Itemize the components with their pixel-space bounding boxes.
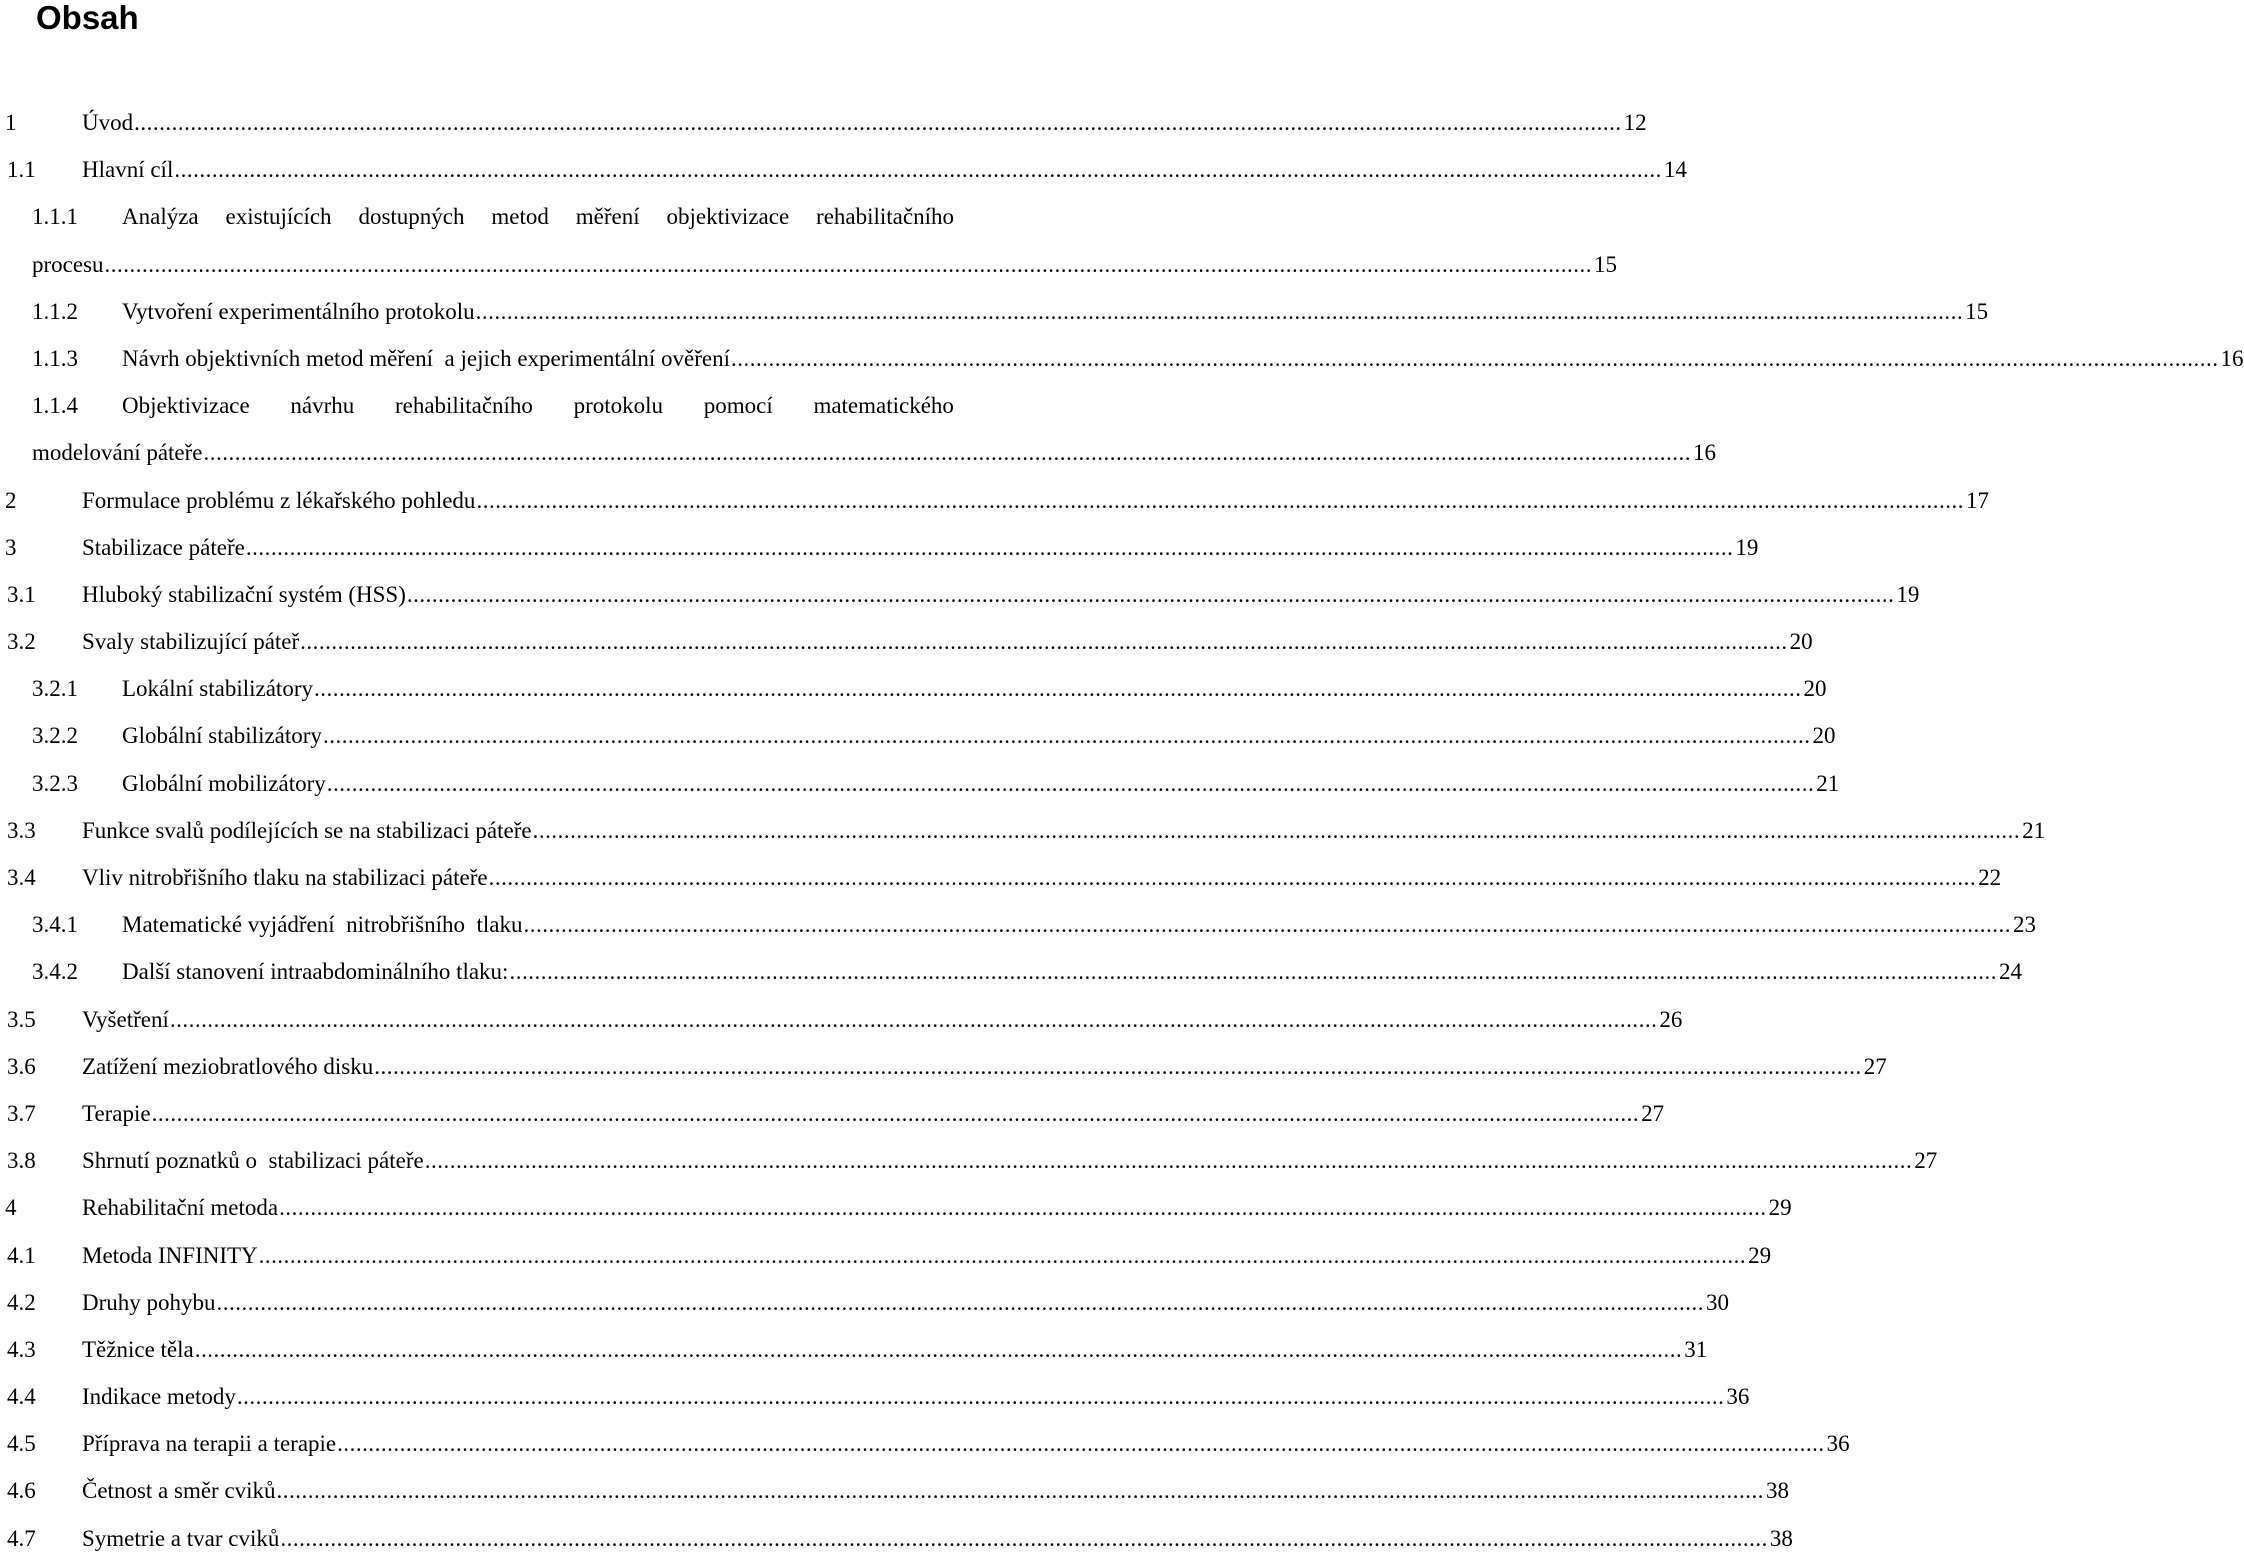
toc-entry[interactable] (0, 1232, 1772, 1279)
dot-leader: .............................................................................................................................................................................................................................................. (236, 1384, 1725, 1410)
title-word: Analýza (122, 204, 199, 230)
toc-entry[interactable] (0, 1326, 1708, 1373)
toc-entry[interactable] (0, 807, 2046, 854)
toc-entry[interactable] (0, 335, 2244, 382)
toc-entry[interactable] (0, 288, 1989, 335)
toc-entry-page: 20 (1789, 629, 1813, 655)
dot-leader: .............................................................................................................................................................................................................................................. (174, 157, 1662, 183)
dot-leader: .............................................................................................................................................................................................................................................. (731, 345, 2219, 371)
toc-entry-number: 1.1.4 (32, 393, 78, 419)
toc-entry-page: 36 (1826, 1431, 1850, 1457)
toc-entry-title: Vliv nitrobřišního tlaku na stabilizaci páteře (82, 865, 488, 891)
toc-entry-number: 3.5 (7, 1006, 36, 1032)
toc-entry-number: 4.5 (7, 1431, 36, 1457)
toc-entry-title: Symetrie a tvar cviků (82, 1525, 280, 1551)
dot-leader: .............................................................................................................................................................................................................................................. (203, 440, 1692, 466)
toc-entry-number: 3.1 (7, 581, 36, 607)
toc-entry-title: Terapie (82, 1100, 151, 1126)
toc-entry-title (122, 193, 954, 240)
toc-entry-page: 26 (1659, 1006, 1683, 1032)
dot-leader: .............................................................................................................................................................................................................................................. (406, 581, 1895, 607)
toc-entry-title: Vyšetření (82, 1006, 169, 1032)
toc-entry-page: 16 (1693, 440, 1717, 466)
toc-entry[interactable] (0, 901, 2036, 948)
toc-entry-number: 3.2 (7, 629, 36, 655)
toc-entry-page: 27 (1914, 1148, 1938, 1174)
toc-entry[interactable] (0, 854, 2002, 901)
title-word: dostupných (358, 204, 465, 230)
toc-entry-page: 36 (1726, 1384, 1750, 1410)
dot-leader: .............................................................................................................................................................................................................................................. (134, 110, 1622, 135)
toc-entry[interactable] (0, 665, 1827, 712)
toc-entry[interactable] (0, 571, 1920, 618)
dot-leader: .............................................................................................................................................................................................................................................. (104, 251, 1593, 277)
toc-entry-page: 19 (1735, 534, 1759, 560)
toc-entry-title: Stabilizace páteře (82, 534, 245, 560)
toc-entry[interactable] (0, 760, 1840, 807)
title-word: matematického (813, 393, 954, 419)
toc-entry-page: 38 (1769, 1525, 1793, 1551)
toc-entry-title: Četnost a směr cviků (82, 1478, 276, 1504)
toc-entry[interactable] (0, 99, 1647, 146)
toc-entry-title: Další stanovení intraabdominálního tlaku: (122, 959, 509, 985)
dot-leader: .............................................................................................................................................................................................................................................. (424, 1148, 1913, 1174)
dot-leader: .............................................................................................................................................................................................................................................. (532, 817, 2021, 843)
toc-entry-number: 4.6 (7, 1478, 36, 1504)
title-word: existujících (225, 204, 332, 230)
toc-entry-page: 23 (2012, 912, 2036, 938)
toc-entry[interactable] (0, 1090, 1665, 1137)
toc-entry-title: Vytvoření experimentálního protokolu (122, 298, 475, 324)
toc-entry-title-continuation: modelování páteře (32, 440, 203, 466)
toc-entry-title-continuation: procesu (32, 251, 104, 277)
toc-entry-page: 21 (2022, 817, 2046, 843)
title-word: pomocí (703, 393, 773, 419)
dot-leader: .............................................................................................................................................................................................................................................. (194, 1336, 1683, 1362)
toc-entry-page: 29 (1748, 1242, 1772, 1268)
toc-entry-page: 17 (1965, 487, 1989, 513)
toc-entry-number: 3 (5, 534, 17, 560)
toc-entry-title: Matematické vyjádření nitrobřišního tlaku (122, 912, 523, 938)
toc-entry-number: 4.4 (7, 1384, 36, 1410)
dot-leader: .............................................................................................................................................................................................................................................. (326, 770, 1815, 796)
toc-entry-title: Svaly stabilizující páteř (82, 629, 300, 655)
toc-entry-page: 15 (1965, 298, 1989, 324)
toc-entry-page: 27 (1641, 1100, 1665, 1126)
dot-leader: .............................................................................................................................................................................................................................................. (488, 865, 1977, 891)
dot-leader: .............................................................................................................................................................................................................................................. (476, 487, 1964, 513)
dot-leader: .............................................................................................................................................................................................................................................. (523, 912, 2011, 938)
toc-entry-number: 3.7 (7, 1100, 36, 1126)
toc-entry-number: 3.2.3 (32, 770, 78, 796)
toc-entry-page: 21 (1816, 770, 1840, 796)
title-word: rehabilitačního (394, 393, 533, 419)
toc-entry-title: Hluboký stabilizační systém (HSS) (82, 581, 406, 607)
toc-entry-number: 3.4 (7, 865, 36, 891)
toc-entry[interactable] (0, 948, 2022, 995)
toc-entry-number: 3.4.2 (32, 959, 78, 985)
toc-entry-page: 22 (1978, 865, 2002, 891)
toc-entry-page: 12 (1623, 110, 1647, 135)
title-word: návrhu (290, 393, 355, 419)
toc-entry[interactable] (0, 146, 1687, 193)
dot-leader: .............................................................................................................................................................................................................................................. (300, 629, 1788, 655)
toc-entry-number: 2 (5, 487, 17, 513)
toc-entry-page: 24 (1998, 959, 2022, 985)
dot-leader: .............................................................................................................................................................................................................................................. (475, 298, 1964, 324)
dot-leader: .............................................................................................................................................................................................................................................. (258, 1242, 1747, 1268)
toc-entry-page: 20 (1803, 676, 1827, 702)
toc-entry-title: Funkce svalů podílejících se na stabilizaci páteře (82, 817, 532, 843)
title-word: rehabilitačního (816, 204, 954, 230)
toc-entry[interactable] (0, 193, 1618, 287)
toc-entry-title: Shrnutí poznatků o stabilizaci páteře (82, 1148, 424, 1174)
toc-entry-number: 3.4.1 (32, 912, 78, 938)
toc-entry-number: 4 (5, 1195, 17, 1221)
toc-entry-title: Indikace metody (82, 1384, 236, 1410)
toc-entry-number: 3.6 (7, 1053, 36, 1079)
page-title: Obsah (36, 0, 139, 36)
toc-entry[interactable] (0, 1467, 1790, 1514)
toc-entry-title: Úvod (82, 110, 134, 135)
toc-entry-number: 4.7 (7, 1525, 36, 1551)
toc-entry[interactable] (0, 1279, 1730, 1326)
toc-entry-number: 1.1 (7, 157, 36, 183)
toc-entry-number: 4.3 (7, 1336, 36, 1362)
toc-entry-number: 4.1 (7, 1242, 36, 1268)
toc-entry-number: 1.1.2 (32, 298, 78, 324)
toc-entry-number: 1 (5, 110, 17, 135)
toc-entry[interactable] (0, 1043, 1887, 1090)
toc-entry-number: 3.8 (7, 1148, 36, 1174)
toc-entry-title (122, 382, 954, 429)
toc-entry[interactable] (0, 382, 1717, 476)
dot-leader: .............................................................................................................................................................................................................................................. (276, 1478, 1765, 1504)
toc-entry[interactable] (0, 618, 1813, 665)
dot-leader: .............................................................................................................................................................................................................................................. (509, 959, 1997, 985)
toc-entry-number: 3.2.2 (32, 723, 78, 749)
dot-leader: .............................................................................................................................................................................................................................................. (337, 1431, 1825, 1457)
toc-entry[interactable] (0, 1515, 1793, 1562)
toc-entry[interactable] (0, 1184, 1792, 1231)
toc-entry-title: Lokální stabilizátory (122, 676, 313, 702)
toc-entry-title: Zatížení meziobratlového disku (82, 1053, 374, 1079)
table-of-contents (0, 99, 2244, 1562)
toc-entry[interactable] (0, 1137, 1938, 1184)
toc-entry[interactable] (0, 712, 1836, 759)
toc-entry[interactable] (0, 996, 1683, 1043)
toc-entry-number: 3.2.1 (32, 676, 78, 702)
dot-leader: .............................................................................................................................................................................................................................................. (216, 1289, 1705, 1315)
dot-leader: .............................................................................................................................................................................................................................................. (151, 1100, 1640, 1126)
toc-entry-title: Metoda INFINITY (82, 1242, 258, 1268)
toc-entry-page: 16 (2220, 345, 2244, 371)
toc-entry-title: Globální mobilizátory (122, 770, 326, 796)
dot-leader: .............................................................................................................................................................................................................................................. (313, 676, 1802, 702)
title-word: Objektivizace (122, 393, 250, 419)
toc-entry-number: 1.1.3 (32, 345, 78, 371)
dot-leader: .............................................................................................................................................................................................................................................. (280, 1525, 1768, 1551)
toc-entry-title: Těžnice těla (82, 1336, 194, 1362)
dot-leader: .............................................................................................................................................................................................................................................. (322, 723, 1811, 749)
toc-entry[interactable] (0, 1420, 1850, 1467)
title-word: objektivizace (666, 204, 790, 230)
toc-entry[interactable] (0, 524, 1759, 571)
toc-entry-page: 38 (1766, 1478, 1790, 1504)
toc-entry-page: 14 (1663, 157, 1687, 183)
toc-entry-page: 30 (1706, 1289, 1730, 1315)
title-word: metod (491, 204, 549, 230)
toc-entry-title: Druhy pohybu (82, 1289, 216, 1315)
toc-entry-number: 4.2 (7, 1289, 36, 1315)
toc-entry-title: Formulace problému z lékařského pohledu (82, 487, 476, 513)
toc-entry-title: Návrh objektivních metod měření a jejich experimentální ověření (122, 345, 731, 371)
dot-leader: .............................................................................................................................................................................................................................................. (245, 534, 1734, 560)
toc-entry-title: Rehabilitační metoda (82, 1195, 279, 1221)
toc-entry-page: 20 (1812, 723, 1836, 749)
dot-leader: .............................................................................................................................................................................................................................................. (279, 1195, 1767, 1221)
dot-leader: .............................................................................................................................................................................................................................................. (374, 1053, 1862, 1079)
toc-entry-number: 3.3 (7, 817, 36, 843)
toc-entry-page: 31 (1684, 1336, 1708, 1362)
toc-entry-number: 1.1.1 (32, 204, 78, 230)
title-word: protokolu (573, 393, 664, 419)
toc-entry-title: Globální stabilizátory (122, 723, 322, 749)
toc-entry[interactable] (0, 1373, 1750, 1420)
toc-entry-page: 29 (1768, 1195, 1792, 1221)
dot-leader: .............................................................................................................................................................................................................................................. (169, 1006, 1658, 1032)
toc-entry-page: 27 (1863, 1053, 1887, 1079)
title-word: měření (575, 204, 640, 230)
toc-entry-title: Příprava na terapii a terapie (82, 1431, 337, 1457)
toc-entry-page: 19 (1896, 581, 1920, 607)
toc-entry[interactable] (0, 477, 1989, 524)
toc-entry-page: 15 (1594, 251, 1618, 277)
toc-entry-title: Hlavní cíl (82, 157, 174, 183)
